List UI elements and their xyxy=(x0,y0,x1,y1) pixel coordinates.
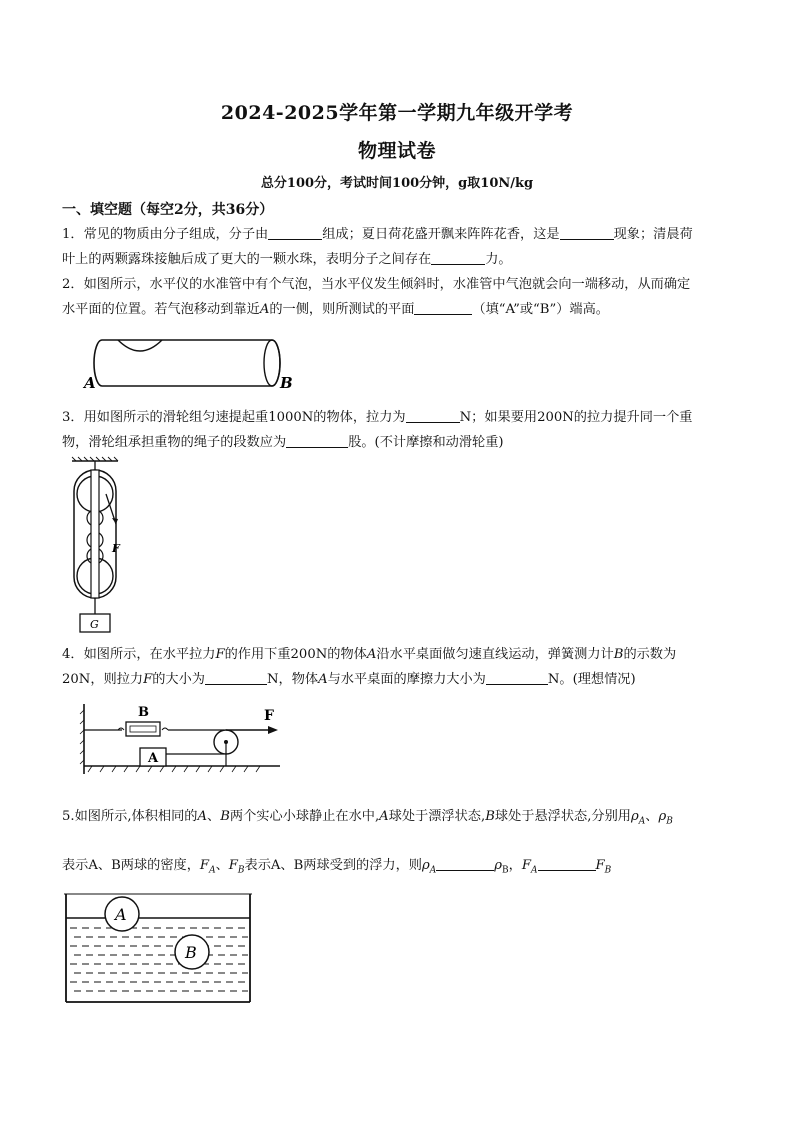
force-arrow xyxy=(268,726,278,734)
label-a: A xyxy=(84,374,96,392)
pulley-figure xyxy=(66,456,130,636)
level-tube xyxy=(94,340,280,386)
label-g: G xyxy=(90,618,99,631)
question-1: 1．常见的物质由分子组成，分子由 组成；夏日荷花盛开飘来阵阵花香，这是 现象；清晨荷 叶上的两颗露珠接触后成了更大的一颗水珠，表明分子之间存在 力。 xyxy=(62,227,693,267)
question-2: 2．如图所示，水平仪的水准管中有个气泡，当水平仪发生倾斜时，水准管中气泡就会向一端移动，从而确定 水平面的位置。若气泡移动到靠近A的一侧，则所测试的平面 （填“A”或“B”）端高。 xyxy=(62,277,691,317)
question-4: 4．如图所示，在水平拉力F的作用下重200N的物体A沿水平桌面做匀速直线运动，弹簧测力计B的示数为 20N，则拉力F的大小为 N，物体A与水平桌面的摩擦力大小为 N。(理想情况) xyxy=(62,647,677,687)
label-a: A xyxy=(148,751,159,766)
answer-blank[interactable] xyxy=(538,856,596,871)
label-b: B xyxy=(185,943,197,962)
tube-end xyxy=(264,340,280,386)
question-5: 5.如图所示,体积相同的A、B两个实心小球静止在水中,A球处于漂浮状态,B球处于悬浮状态,分别用$\rho_A$、$\rho_B$ 表示A、B两球的密度，$F_A$、$F_B$表示A、B两球受到的浮力，则$\rho_A$ $\rho_B$，$F_A$ $F_B$ xyxy=(62,809,673,876)
label-b: B xyxy=(280,374,293,392)
spring-scale xyxy=(126,722,160,736)
answer-blank[interactable] xyxy=(286,433,348,448)
exam-title: 2024-2025学年第一学期九年级开学考 xyxy=(220,102,574,124)
answer-blank[interactable] xyxy=(560,225,614,240)
answer-blank[interactable] xyxy=(431,250,485,265)
answer-blank[interactable] xyxy=(486,670,548,685)
spring-scale-figure xyxy=(78,698,284,780)
water-tank-figure xyxy=(62,890,258,1008)
spirit-level-figure xyxy=(80,332,300,394)
question-3: 3．用如图所示的滑轮组匀速提起重1000N的物体，拉力为 N；如果要用200N的拉力提升同一个重 物，滑轮组承担重物的绳子的段数应为 股。(不计摩擦和动滑轮重) xyxy=(62,410,693,450)
axle-bar xyxy=(91,470,99,598)
label-a: A xyxy=(115,905,127,924)
section-heading: 一、填空题（每空2分，共36分） xyxy=(62,202,274,218)
exam-subject: 物理试卷 xyxy=(357,140,436,162)
answer-blank[interactable] xyxy=(436,856,494,871)
answer-blank[interactable] xyxy=(268,225,322,240)
exam-info: 总分100分，考试时间100分钟，g取10N/kg xyxy=(260,176,534,191)
answer-blank[interactable] xyxy=(205,670,267,685)
answer-blank[interactable] xyxy=(414,300,472,315)
air-bubble xyxy=(118,340,162,351)
label-b: B xyxy=(138,705,149,720)
pull-arrow xyxy=(112,518,118,524)
water-hatching xyxy=(70,928,248,991)
answer-blank[interactable] xyxy=(406,408,460,423)
label-f: F xyxy=(264,708,274,724)
label-f: F xyxy=(112,542,120,555)
